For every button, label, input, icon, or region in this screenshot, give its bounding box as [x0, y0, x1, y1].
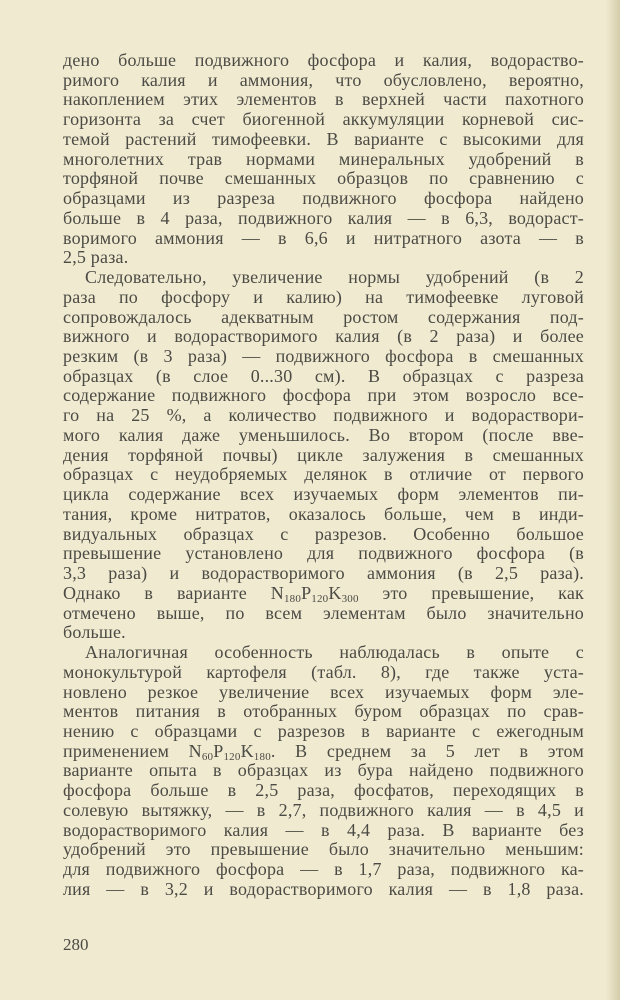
subscript: 120	[223, 750, 241, 763]
text-segment: применением N	[63, 740, 202, 761]
text-line: фосфора больше в 2,5 раза, фосфатов, переходящих в	[63, 780, 584, 801]
text-line: накоплением этих элементов в верхней части пахотного	[63, 89, 584, 110]
text-line: образцах с неудобряемых делянок в отличие от первого	[63, 464, 584, 485]
text-line: для подвижного фосфора — в 1,7 раза, подвижного ка-	[63, 859, 584, 880]
subscript: 120	[311, 592, 329, 605]
text-line: варианте опыта в образцах из бура найдено подвижного	[63, 760, 584, 781]
text-line	[63, 742, 584, 762]
text-line: больше.	[63, 622, 126, 643]
text-line: дения торфяной почвы) цикле залужения в смешанных	[63, 444, 584, 465]
text-line	[63, 584, 584, 604]
text-line: сопровождалось адекватным ростом содержания под-	[63, 306, 584, 327]
text-segment: P	[301, 582, 312, 603]
text-line: тания, кроме нитратов, оказалось больше, чем в инди-	[63, 503, 584, 524]
text-line: горизонта за счет биогенной аккумуляции корневой сис-	[63, 109, 584, 130]
text-line: образцами из разреза подвижного фосфора найдено	[63, 188, 584, 209]
text-line: больше в 4 раза, подвижного калия — в 6,3, водораст-	[63, 207, 584, 228]
page-number: 280	[63, 935, 89, 954]
text-line: монокультурой картофеля (табл. 8), где также уста-	[63, 661, 584, 682]
text-line: новлено резкое увеличение всех изучаемых форм эле-	[63, 681, 584, 702]
text-line: 3,3 раза) и водорастворимого аммония (в 2,5 раза).	[63, 563, 584, 584]
text-line: водорастворимого калия — в 4,4 раза. В варианте без	[63, 819, 584, 840]
text-line: римого калия и аммония, что обусловлено, вероятно,	[63, 69, 584, 90]
page-edge-shadow	[606, 0, 620, 1000]
text-line: многолетних трав нормами минеральных удобрений в	[63, 148, 584, 169]
text-line: удобрений это превышение было значительно меньшим:	[63, 839, 584, 860]
text-line: 2,5 раза.	[63, 247, 129, 268]
text-segment: это превышение, как	[358, 582, 584, 603]
text-line: содержание подвижного фосфора при этом возросло все-	[63, 385, 584, 406]
text-line: Следовательно, увеличение нормы удобрений (в 2	[85, 267, 584, 288]
text-segment: . В среднем за 5 лет в этом	[270, 740, 584, 761]
subscript: 60	[201, 750, 214, 763]
text-line: торфяной почве смешанных образцов по сравнению с	[63, 168, 584, 189]
text-line: превышение установлено для подвижного фосфора (в	[63, 543, 584, 564]
text-line: образцах (в слое 0...30 см). В образцах с разреза	[63, 365, 584, 386]
text-line: резким (в 3 раза) — подвижного фосфора в смешанных	[63, 346, 584, 367]
text-segment: K	[240, 740, 254, 761]
text-segment: Однако в варианте N	[63, 582, 284, 603]
text-line: цикла содержание всех изучаемых форм элементов пи-	[63, 484, 584, 505]
subscript: 300	[341, 592, 359, 605]
text-line: отмечено выше, по всем элементам было значительно	[63, 602, 584, 623]
body-text	[63, 51, 584, 900]
text-line: солевую вытяжку, — в 2,7, подвижного калия — в 4,5 и	[63, 799, 584, 820]
text-line: мого калия даже уменьшилось. Во втором (после вве-	[63, 424, 584, 445]
text-line: ментов питания в отобранных буром образцах по срав-	[63, 701, 584, 722]
text-line: видуальных образцах с разрезов. Особенно большое	[63, 523, 584, 544]
text-segment: K	[328, 582, 342, 603]
text-line: лия — в 3,2 и водорастворимого калия — в 1,8 раза.	[63, 878, 584, 899]
text-line: нению с образцами с разрезов в варианте с ежегодным	[63, 720, 584, 741]
text-line: вижного и водорастворимого калия (в 2 раза) и более	[63, 326, 584, 347]
text-line: воримого аммония — в 6,6 и нитратного азота — в	[63, 227, 584, 248]
subscript: 180	[253, 750, 271, 763]
text-line: раза по фосфору и калию) на тимофеевке луговой	[63, 286, 584, 307]
subscript: 180	[283, 592, 302, 605]
text-line: го на 25 %, а количество подвижного и водораствори-	[63, 405, 584, 426]
text-line: темой растений тимофеевки. В варианте с высокими для	[63, 128, 584, 149]
text-line: Аналогичная особенность наблюдалась в опыте с	[85, 642, 584, 663]
text-segment: P	[213, 740, 224, 761]
text-line: дено больше подвижного фосфора и калия, водораство-	[63, 50, 584, 70]
